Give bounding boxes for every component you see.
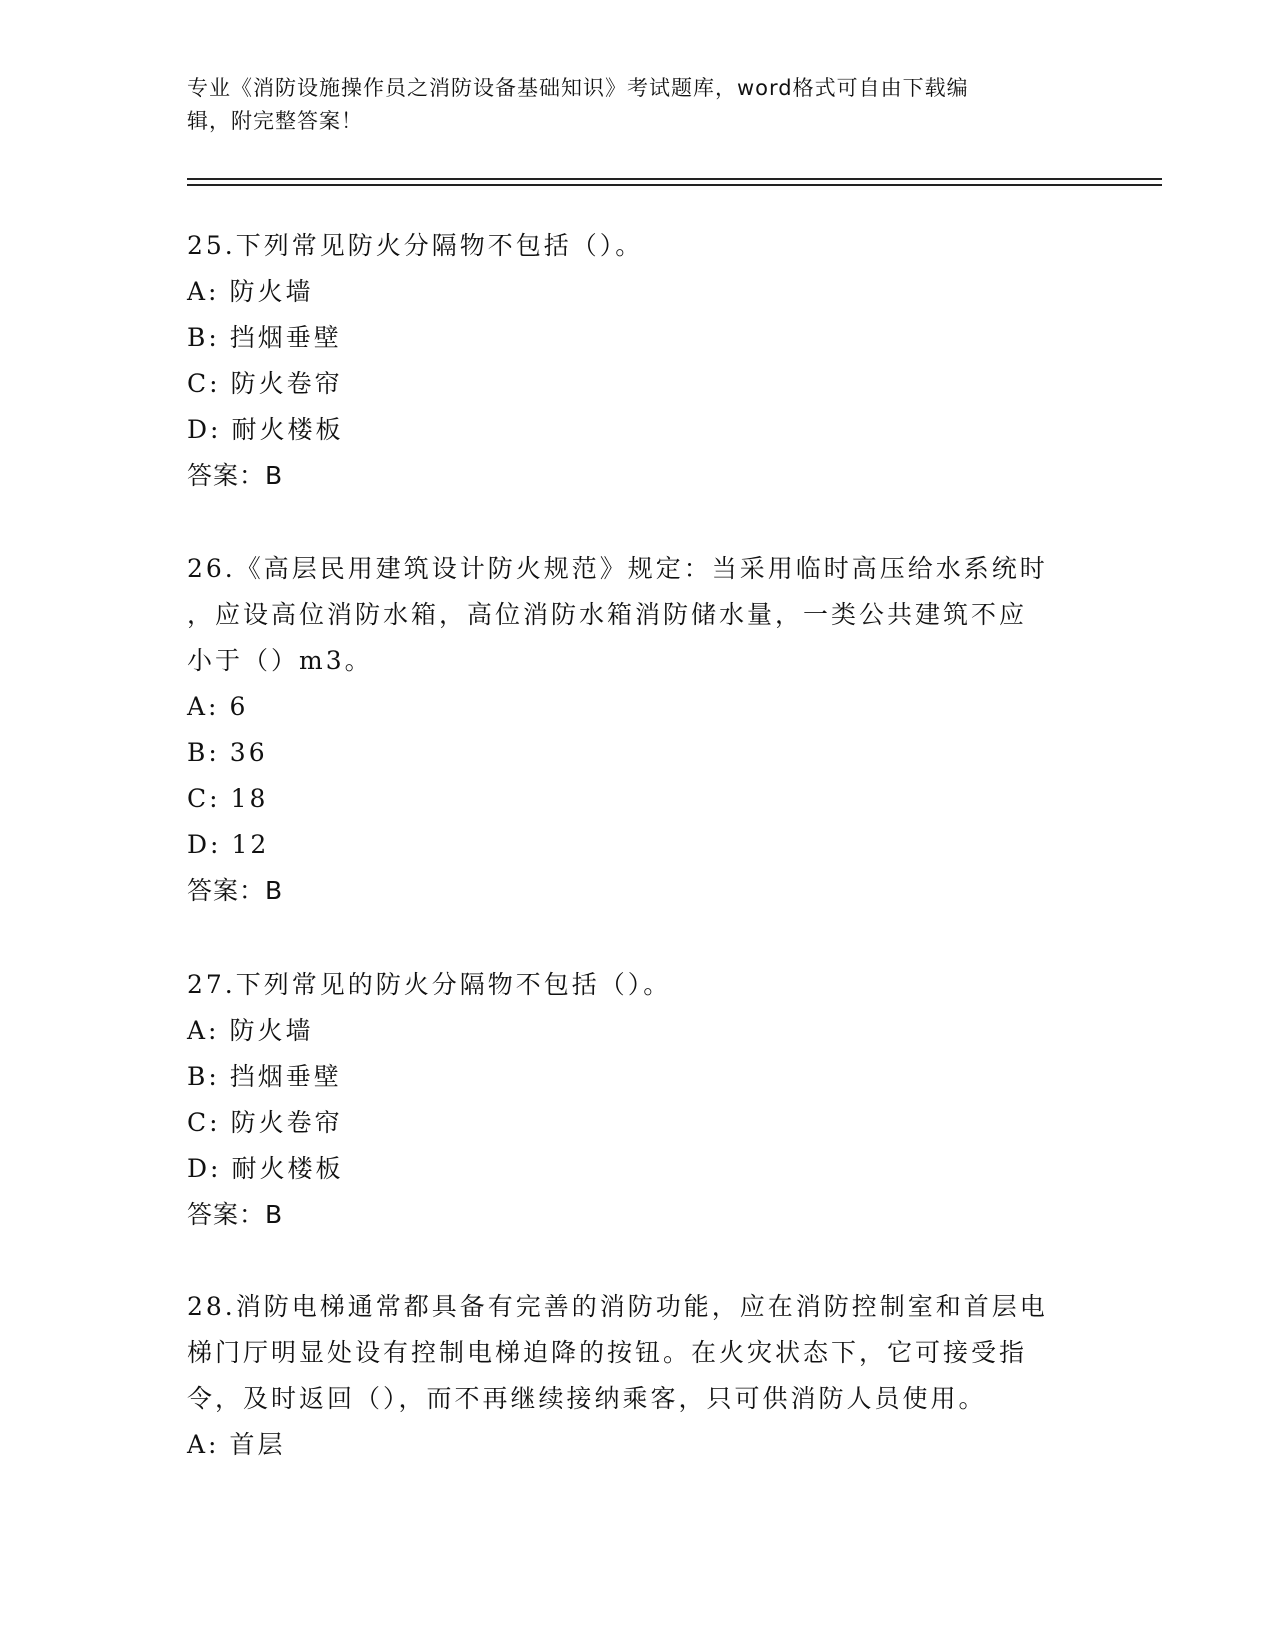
question-stem-line: 28.消防电梯通常都具备有完善的消防功能，应在消防控制室和首层电: [187, 1292, 1048, 1321]
option-key: C:: [187, 784, 221, 813]
option-key: D:: [187, 415, 222, 444]
option-text: 防火墙: [229, 277, 314, 306]
option-key: B:: [187, 323, 220, 352]
option-key: A:: [187, 692, 220, 721]
option-text: 36: [229, 738, 268, 767]
option-text: 首层: [229, 1430, 286, 1459]
option-text: 防火卷帘: [230, 369, 343, 398]
option-c: [187, 361, 1087, 407]
option-c: [187, 1100, 1087, 1146]
option-key: A:: [187, 277, 220, 306]
question-27: [187, 962, 1087, 1238]
option-key: D:: [187, 1154, 222, 1183]
question-26: [187, 546, 1087, 914]
option-d: [187, 822, 1087, 868]
option-key: C:: [187, 1108, 221, 1137]
option-b: [187, 730, 1087, 776]
header-line-2: 辑，附完整答案！: [187, 109, 363, 133]
option-a: [187, 1422, 1087, 1468]
option-key: B:: [187, 1062, 220, 1091]
question-28: [187, 1284, 1087, 1468]
header-divider-top: [187, 178, 1162, 180]
option-d: [187, 407, 1087, 453]
option-a: [187, 269, 1087, 315]
option-key: D:: [187, 830, 222, 859]
option-text: 耐火楼板: [231, 415, 344, 444]
option-text: 6: [229, 692, 249, 721]
option-key: A:: [187, 1016, 220, 1045]
header-line-1: 专业《消防设施操作员之消防设备基础知识》考试题库，word格式可自由下载编: [187, 76, 969, 100]
option-text: 耐火楼板: [231, 1154, 344, 1183]
option-a: [187, 1008, 1087, 1054]
answer: 答案：B: [187, 876, 284, 905]
option-text: 防火卷帘: [230, 1108, 343, 1137]
option-b: [187, 1054, 1087, 1100]
question-stem: 25.下列常见防火分隔物不包括（）。: [187, 231, 644, 260]
option-a: [187, 684, 1087, 730]
option-text: 防火墙: [229, 1016, 314, 1045]
option-text: 挡烟垂壁: [229, 323, 342, 352]
answer: 答案：B: [187, 461, 284, 490]
option-text: 18: [230, 784, 269, 813]
question-25: [187, 223, 1087, 499]
option-b: [187, 315, 1087, 361]
option-d: [187, 1146, 1087, 1192]
question-stem-line: ，应设高位消防水箱，高位消防水箱消防储水量，一类公共建筑不应: [187, 600, 1028, 629]
answer: 答案：B: [187, 1200, 284, 1229]
option-text: 12: [231, 830, 270, 859]
question-stem-line: 26.《高层民用建筑设计防火规范》规定：当采用临时高压给水系统时: [187, 554, 1048, 583]
option-key: C:: [187, 369, 221, 398]
document-header: [187, 72, 1067, 138]
question-stem-line: 令，及时返回（），而不再继续接纳乘客，只可供消防人员使用。: [187, 1384, 987, 1413]
question-stem: 27.下列常见的防火分隔物不包括（）。: [187, 970, 672, 999]
question-stem-line: 梯门厅明显处设有控制电梯迫降的按钮。在火灾状态下，它可接受指: [187, 1338, 1028, 1367]
option-c: [187, 776, 1087, 822]
header-divider-bottom: [187, 184, 1162, 186]
option-key: B:: [187, 738, 220, 767]
option-key: A:: [187, 1430, 220, 1459]
option-text: 挡烟垂壁: [229, 1062, 342, 1091]
question-stem-line: 小于（）m3。: [187, 646, 373, 675]
